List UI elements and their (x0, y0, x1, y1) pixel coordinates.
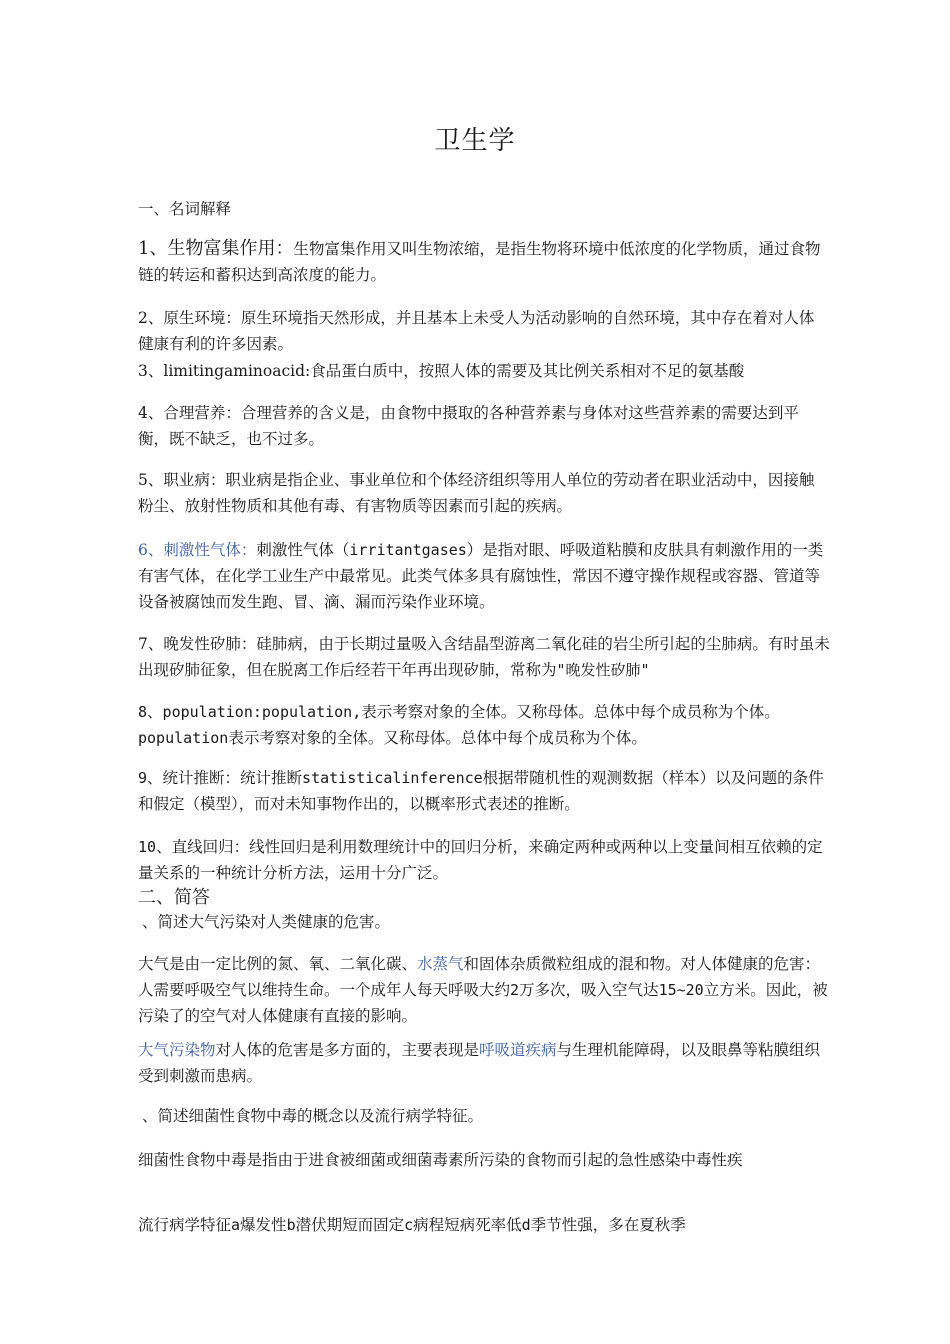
term-5: 5、职业病：职业病是指企业、事业单位和个体经济组织等用人单位的劳动者在职业活动中，因接触粉尘、放射性物质和其他有毒、有害物质等因素而引起的疾病。 (138, 471, 815, 515)
link-air-pollutants[interactable]: 大气污染物 (138, 1041, 216, 1059)
term-6-text-b: ）是指对眼、呼吸道粘膜和皮肤具有刺激作用的一类有害气体，在化学工业生产中最常见。此类气体多具有腐蚀性，常因不遵守操作规程或容器、管道等设备被腐蚀而发生跑、冒、滴、漏而污染作业环境。 (138, 541, 824, 611)
epi-letter-d: d (521, 1216, 531, 1234)
term-6-heading: 6、刺激性气体： (138, 541, 257, 559)
term-4: 4、合理营养：合理营养的含义是，由食物中摄取的各种营养素与身体对这些营养素的需要达到平衡，既不缺乏，也不过多。 (138, 404, 799, 448)
term-6-mono: irritantgases (349, 541, 467, 559)
section-heading-terms: 一、名词解释 (138, 200, 232, 218)
answer-1-text-a: 大气是由一定比例的氮、氧、二氧化碳、 (138, 955, 418, 973)
term-8 (138, 699, 828, 751)
term-10-number: 10 (138, 838, 157, 856)
epi-text-e: 季节性强，多在夏秋季 (530, 1216, 686, 1234)
term-2: 2、原生环境：原生环境指天然形成，并且基本上未受人为活动影响的自然环境，其中存在着对人体健康有利的许多因素。 (138, 309, 815, 353)
answer-2-paragraph-2 (138, 1212, 828, 1238)
answer-1-text-c: 万多次，吸入空气达 (519, 981, 659, 999)
answer-1-text-d: 立方米。因此，被污染了的空气对人体健康有直接的影响。 (138, 981, 828, 1025)
term-10 (138, 834, 828, 886)
term-6 (138, 537, 828, 615)
epi-text-c: 潜伏期短而固定 (295, 1216, 405, 1234)
term-1-heading: 1、生物富集作用： (138, 238, 294, 259)
term-8-mono-1: population:population, (162, 703, 362, 721)
term-8-mono-2: population (138, 729, 229, 747)
term-9-text-a: 、统计推断：统计推断 (147, 769, 303, 787)
term-6-text-a: 刺激性气体（ (256, 541, 350, 559)
term-10-text: 、直线回归：线性回归是利用数理统计中的回归分析，来确定两种或两种以上变量间相互依赖的定量关系的一种统计分析方法，运用十分广泛。 (138, 838, 823, 882)
answer-1-paragraph-2 (138, 1037, 828, 1089)
epi-text-a: 流行病学特征 (138, 1216, 232, 1234)
question-2: 、简述细菌性食物中毒的概念以及流行病学特征。 (142, 1107, 484, 1125)
term-8-text-a: 表示考察对象的全体。又称母体。总体中每个成员称为个体。 (361, 703, 780, 721)
term-7-text: 7、晚发性矽肺：硅肺病，由于长期过量吸入含结晶型游离二氧化硅的岩尘所引起的尘肺病。有时虽未出现矽肺征象，但在脱离工作后经若干年再出现矽肺，常称为 (138, 635, 830, 679)
epi-letter-c: c (404, 1216, 414, 1234)
term-8-number: 8 (138, 703, 148, 721)
term-7-quote: "晚发性矽肺" (556, 661, 650, 679)
term-3: 3、limitingaminoacid:食品蛋白质中，按照人体的需要及其比例关系相对不足的氨基酸 (138, 362, 745, 380)
answer-2-paragraph-1: 细菌性食物中毒是指由于进食被细菌或细菌毒素所污染的食物而引起的急性感染中毒性疾 (138, 1151, 743, 1169)
term-1 (138, 236, 828, 288)
term-8-text-b: 表示考察对象的全体。又称母体。总体中每个成员称为个体。 (228, 729, 647, 747)
term-9-mono: statisticalinference (302, 769, 483, 787)
term-7 (138, 631, 838, 683)
answer-1-num-2: 15~20 (658, 981, 704, 999)
term-9-number: 9 (138, 769, 148, 787)
link-water-vapor[interactable]: 水蒸气 (417, 955, 464, 973)
answer-1-text-b: 和固体杂质微粒组成的混和物。对人体健康的危害：人需要呼吸空气以维持生命。一个成年人每天呼吸大约 (138, 955, 821, 999)
page-title: 卫生学 (434, 126, 516, 156)
epi-letter-a: a (231, 1216, 241, 1234)
answer-2-text-a: 对人体的危害是多方面的，主要表现是 (215, 1041, 480, 1059)
link-respiratory-disease[interactable]: 呼吸道疾病 (479, 1041, 557, 1059)
term-9-text-b: 根据带随机性的观测数据（样本）以及问题的条件和假定（模型），而对未知事物作出的，以概率形式表述的推断。 (138, 769, 824, 813)
question-1: 、简述大气污染对人类健康的危害。 (142, 913, 391, 931)
term-1-body: 生物富集作用又叫生物浓缩，是指生物将环境中低浓度的化学物质，通过食物链的转运和蓄积达到高浓度的能力。 (138, 240, 821, 284)
section-heading-short-answer: 二、简答 (138, 887, 210, 908)
answer-2-text-b: 与生理机能障碍，以及眼鼻等粘膜组织受到刺激而患病。 (138, 1041, 821, 1085)
epi-text-d: 病程短病死率低 (413, 1216, 522, 1234)
term-9 (138, 765, 828, 817)
answer-1-num-1: 2 (510, 981, 520, 999)
epi-letter-b: b (286, 1216, 296, 1234)
epi-text-b: 爆发性 (240, 1216, 287, 1234)
answer-1-paragraph-1 (138, 951, 828, 1029)
term-8-sep: 、 (147, 703, 163, 721)
